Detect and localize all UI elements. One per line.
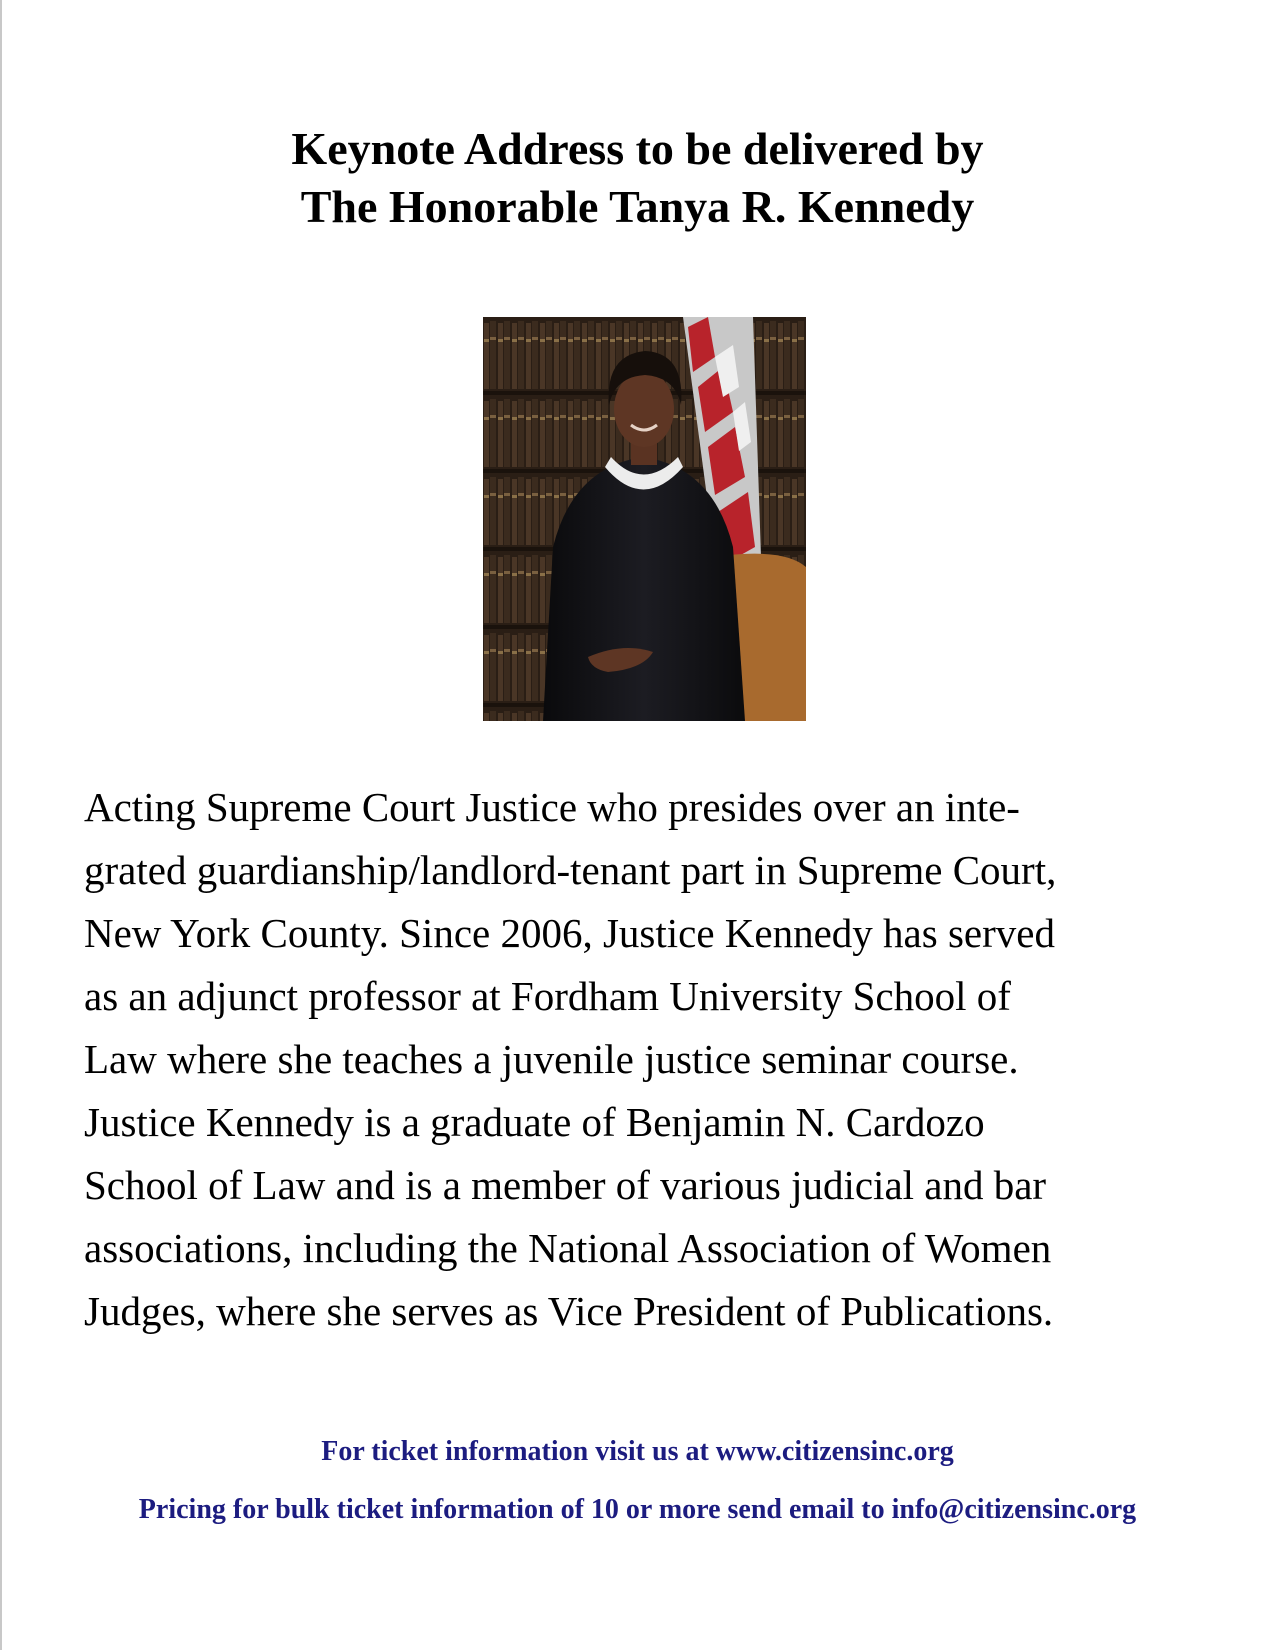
bulk-ticket-info: Pricing for bulk ticket information of 10 or more send email to info@citizensinc.org [138,1494,1137,1525]
page-edge [0,0,2,1650]
face [614,371,674,447]
keynote-heading [0,120,1275,236]
bio-line: grated guardianship/landlord-tenant part in Supreme Court, [84,847,1057,893]
heading-line-2: The Honorable Tanya R. Kennedy [300,181,975,232]
heading-line-1: Keynote Address to be delivered by [291,123,984,174]
bio-line: Law where she teaches a juvenile justice seminar course. [84,1036,1019,1082]
bio-line: School of Law and is a member of various judicial and bar [84,1162,1047,1208]
bio-line: Justice Kennedy is a graduate of Benjamin N. Cardozo [84,1099,985,1145]
bio-line: associations, including the National Association of Women [84,1225,1052,1271]
bio-line: Judges, where she serves as Vice President of Publications. [84,1288,1054,1334]
ticket-info: For ticket information visit us at www.citizensinc.org [321,1436,954,1467]
bio-line: New York County. Since 2006, Justice Kennedy has served [84,910,1055,956]
bio-line: Acting Supreme Court Justice who presides over an inte- [84,784,1020,830]
bio-paragraph [84,776,1204,1343]
portrait-photo [483,317,806,721]
bio-line: as an adjunct professor at Fordham University School of [84,973,1011,1019]
